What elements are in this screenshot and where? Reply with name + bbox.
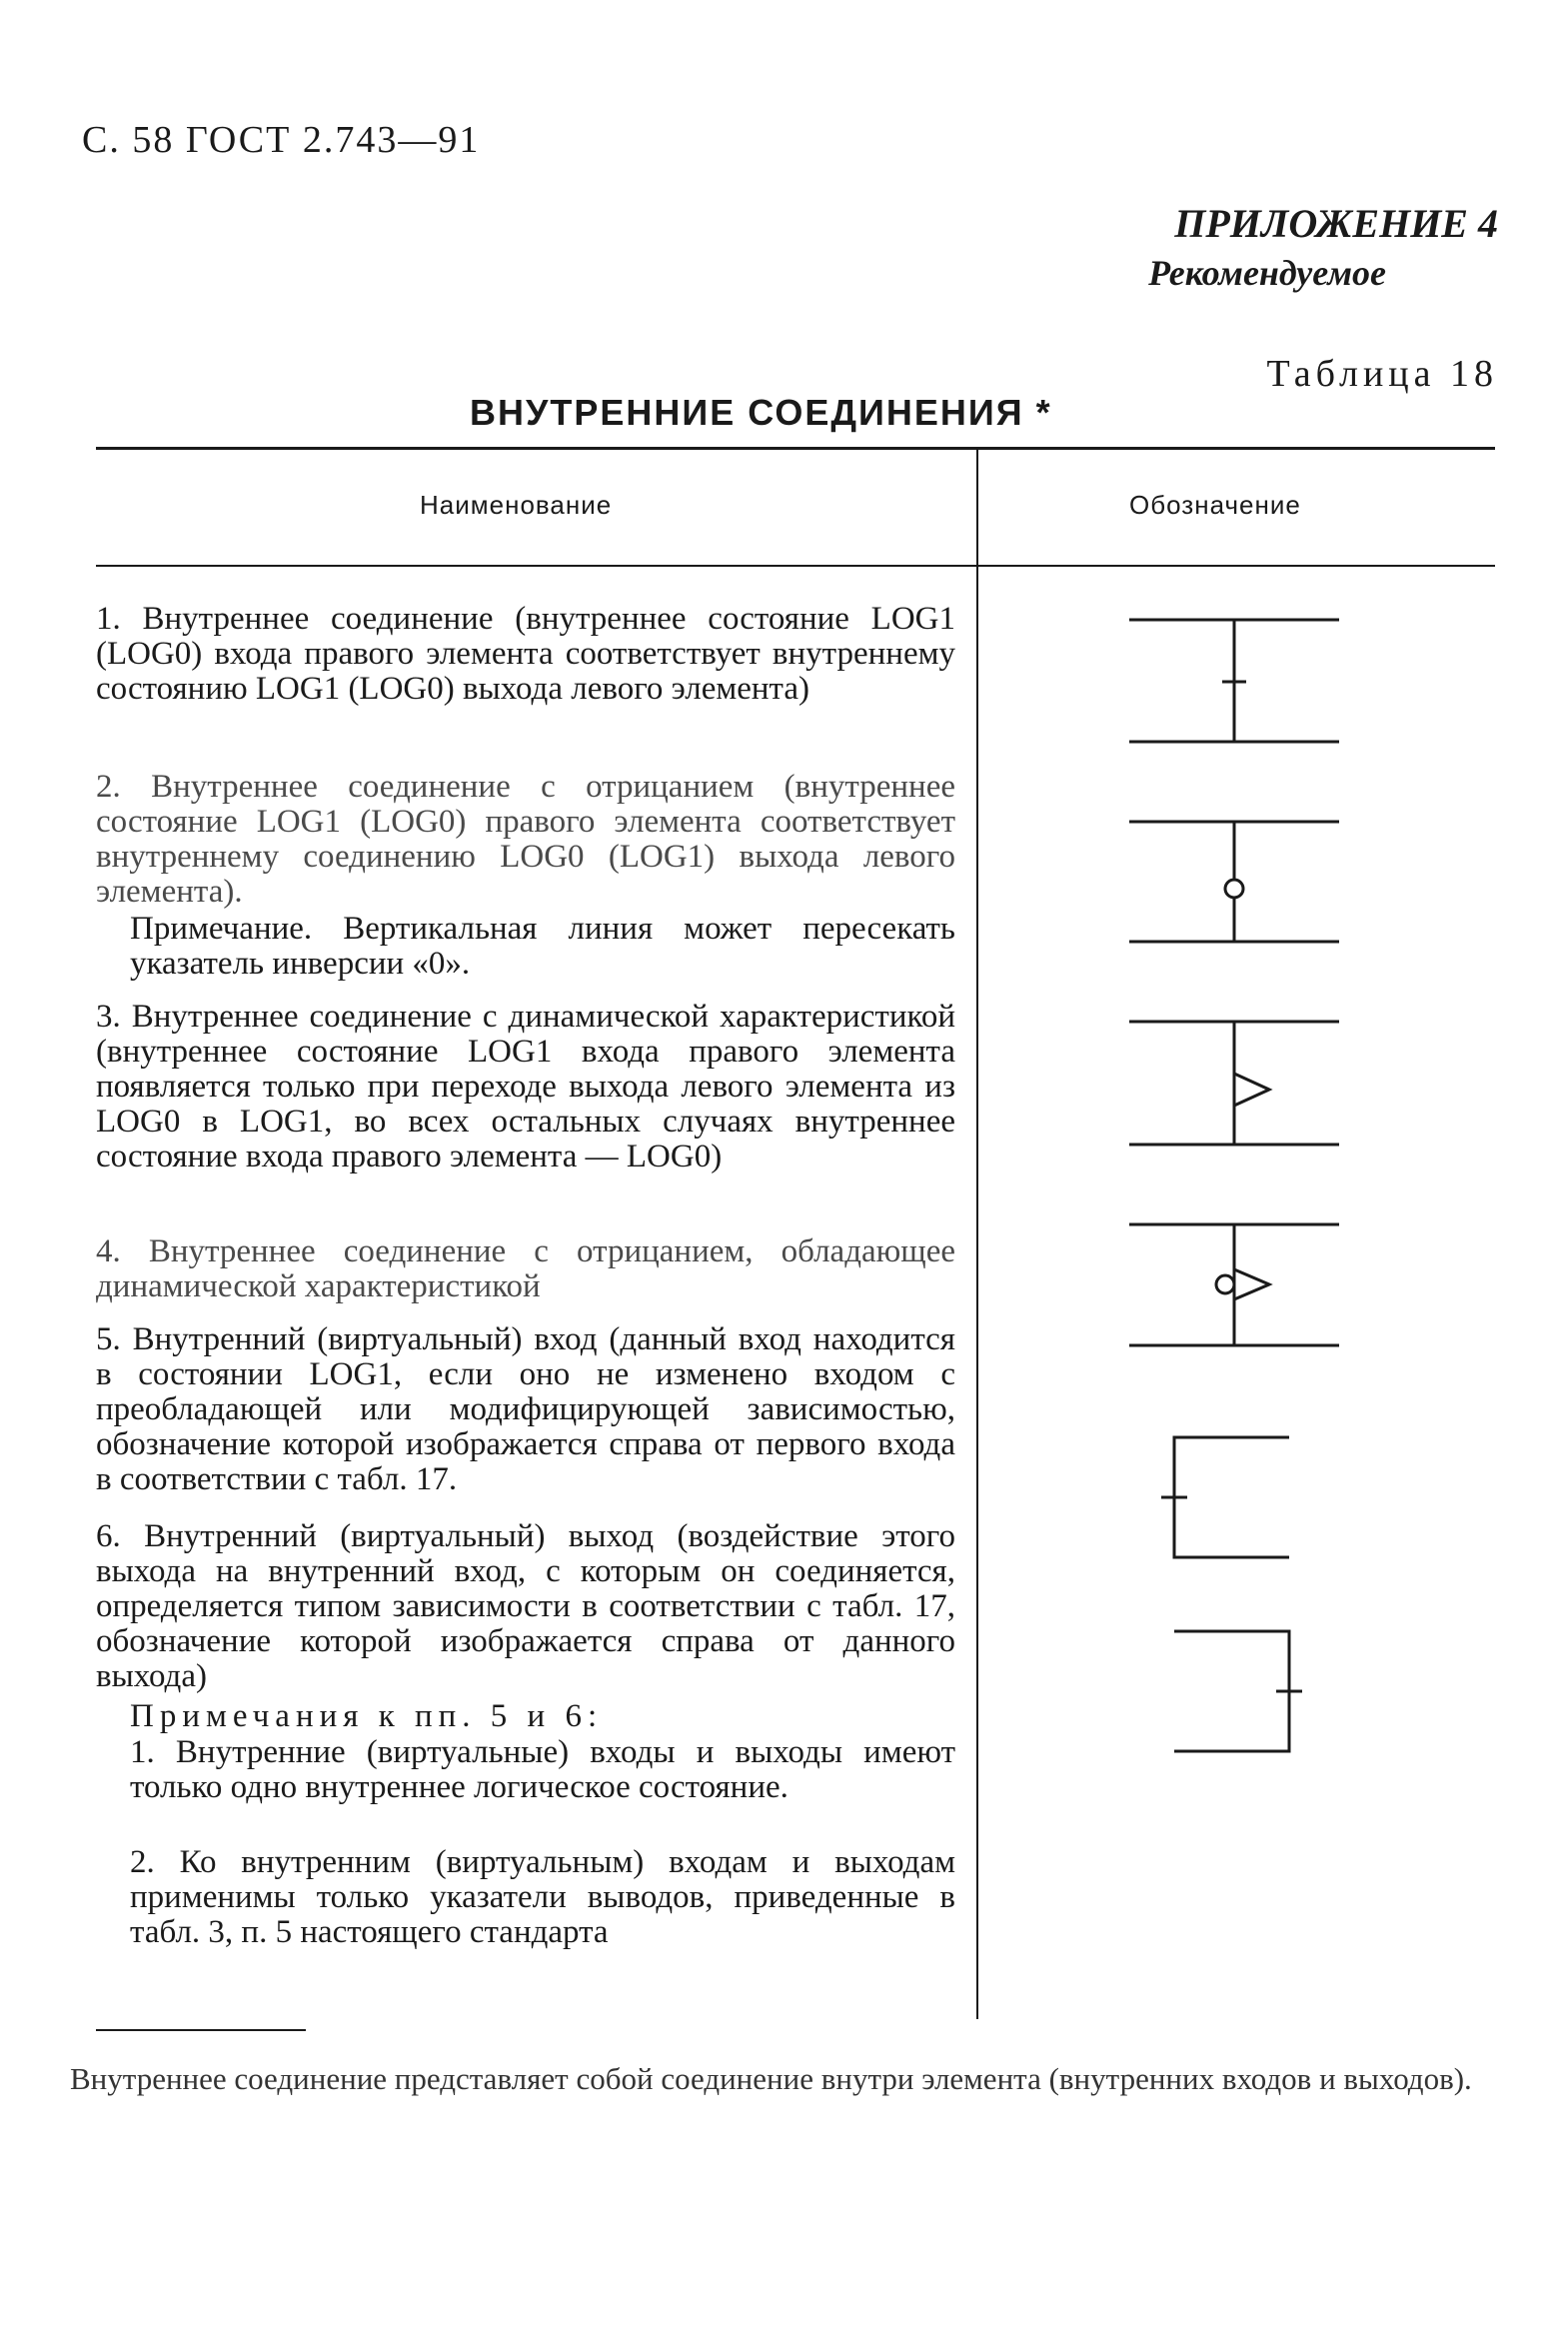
note-1: 1. Внутренние (виртуальные) входы и выходы имеют только одно внутреннее логическое состояние. <box>130 1734 955 1805</box>
footnote-rule <box>96 2029 306 2031</box>
page-header: С. 58 ГОСТ 2.743—91 <box>82 119 481 161</box>
footnote: Внутреннее соединение представляет собой соединение внутри элемента (внутренних входов и выходов). <box>70 2061 1472 2096</box>
notes-heading: Примечания к пп. 5 и 6: <box>130 1698 604 1734</box>
table-title: ВНУТРЕННИЕ СОЕДИНЕНИЯ * <box>470 392 1052 433</box>
table-top-rule <box>96 447 1495 450</box>
symbol-virtual-output <box>1174 1631 1302 1751</box>
symbol-internal-connection <box>1129 620 1339 742</box>
symbol-internal-connection-dynamic <box>1129 1022 1339 1145</box>
row-1-text: 1. Внутреннее соединение (внутреннее состояние LOG1 (LOG0) входа правого элемента соответствует внутреннему состоянию LOG1 (LOG0) выхода левого элемента) <box>96 601 955 707</box>
row-3-text: 3. Внутреннее соединение с динамической характеристикой (внутреннее состояние LOG1 входа правого элемента появляется только при переходе выхода левого элемента из LOG0 в LOG1, во всех остальных случаях внутреннее состояние входа правого элемента — LOG0) <box>96 999 955 1174</box>
table-column-divider <box>976 450 978 2019</box>
note-2: 2. Ко внутренним (виртуальным) входам и выходам применимы только указатели выводов, приведенные в табл. 3, п. 5 настоящего стандарта <box>130 1844 955 1950</box>
appendix-title: ПРИЛОЖЕНИЕ 4 <box>1174 201 1498 246</box>
symbols-column <box>1079 590 1379 1779</box>
column-header-name: Наименование <box>420 490 613 520</box>
table-number: Таблица 18 <box>1266 353 1498 395</box>
appendix-subtitle: Рекомендуемое <box>1148 253 1386 293</box>
symbol-virtual-input <box>1161 1437 1289 1557</box>
symbol-internal-connection-negated-dynamic <box>1129 1224 1339 1345</box>
row-2-note: Примечание. Вертикальная линия может пересекать указатель инверсии «0». <box>130 911 955 982</box>
row-2-text: 2. Внутреннее соединение с отрицанием (внутреннее состояние LOG1 (LOG0) правого элемента соответствует внутреннему соединению LOG0 (LOG1) выхода левого элемента). <box>96 769 955 910</box>
column-header-symbol: Обозначение <box>1129 490 1301 520</box>
row-6-text: 6. Внутренний (виртуальный) выход (воздействие этого выхода на внутренний вход, с которым он соединяется, определяется типом зависимости в соответствии с табл. 17, обозначение которой изображается справа от данного выхода) <box>96 1518 955 1694</box>
table-header-rule <box>96 565 1495 567</box>
symbol-internal-connection-negated <box>1129 822 1339 942</box>
row-4-text: 4. Внутреннее соединение с отрицанием, обладающее динамической характеристикой <box>96 1233 955 1304</box>
row-5-text: 5. Внутренний (виртуальный) вход (данный вход находится в состоянии LOG1, если оно не изменено входом с преобладающей или модифицирующей зависимостью, обозначение которой изображается справа от первого входа в соответствии с табл. 17. <box>96 1321 955 1497</box>
